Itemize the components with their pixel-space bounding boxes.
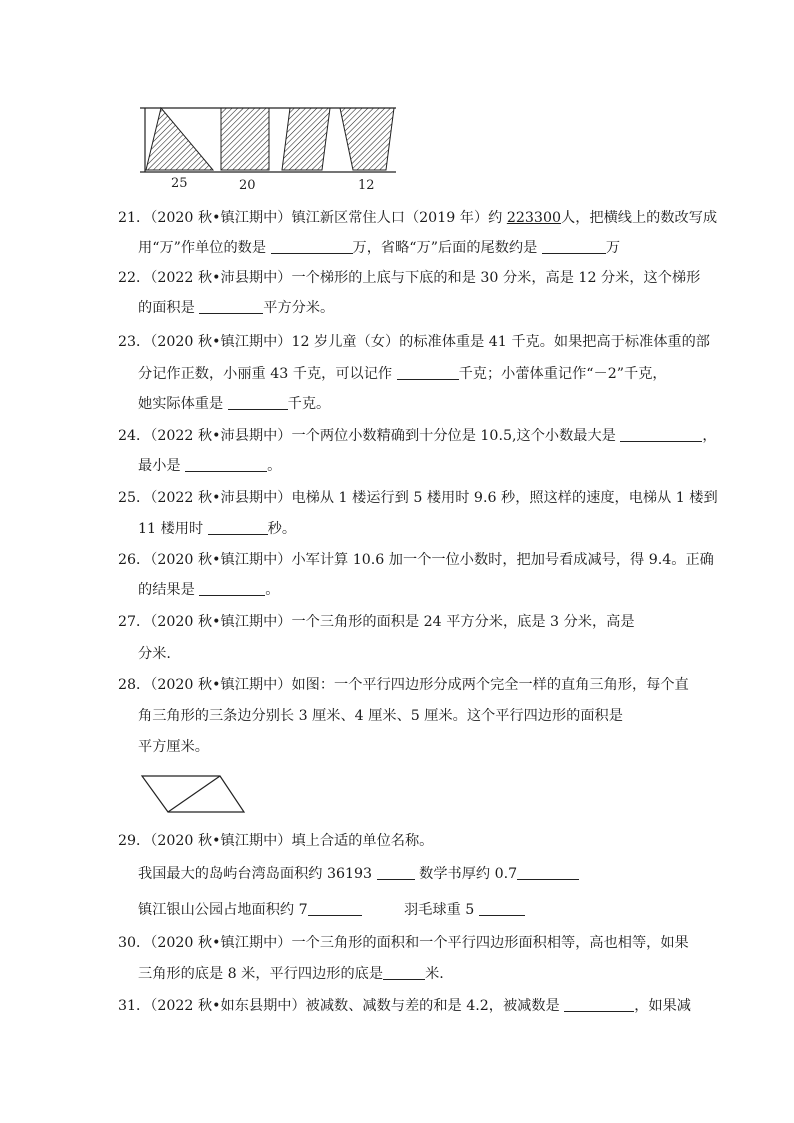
question-text: 12 岁儿童（女）的标准体重是 41 千克。如果把高于标准体重的部: [291, 334, 710, 350]
question-number: 23．: [118, 334, 151, 350]
question-text: 平方分米。: [263, 300, 335, 316]
question-number: 21．: [118, 210, 151, 226]
answer-blank[interactable]: [542, 239, 606, 254]
question-text: 11 楼用时: [138, 521, 208, 537]
question-25-line2: [138, 519, 296, 539]
answer-blank[interactable]: [199, 299, 263, 314]
parallelogram-diagonal: [168, 776, 220, 812]
question-28-line2: [138, 706, 623, 726]
label-20: 20: [239, 178, 256, 193]
question-text: 万，省略“万”后面的尾数约是: [352, 240, 542, 256]
question-text: 三角形的底是 8 米，平行四边形的底是: [138, 966, 384, 982]
question-number: 29．: [118, 833, 151, 849]
question-text: 用“万”作单位的数是: [138, 240, 271, 256]
question-text: 电梯从 1 楼运行到 5 楼用时 9.6 秒，照这样的速度，电梯从 1 楼到: [291, 490, 718, 506]
question-22-line2: [138, 298, 334, 318]
question-text: 一个三角形的面积和一个平行四边形面积相等，高也相等，如果: [291, 935, 689, 951]
question-text: 分米.: [138, 646, 171, 662]
question-text: 一个三角形的面积是 24 平方分米，底是 3 分米，高是: [291, 614, 635, 630]
question-text: 数学书厚约 0.7: [419, 866, 518, 882]
question-source: （2020 秋•镇江期中）: [150, 210, 292, 226]
question-source: （2022 秋•沛县期中）: [150, 428, 292, 444]
question-text: 一个两位小数精确到十分位是 10.5,这个小数最大是: [291, 428, 621, 444]
question-source: （2022 秋•沛县期中）: [150, 270, 292, 286]
question-text: 的结果是: [138, 582, 200, 598]
question-number: 28．: [118, 677, 151, 693]
question-text: 千克；小蕾体重记作“－2”千克，: [458, 366, 667, 382]
question-source: （2022 秋•沛县期中）: [150, 490, 292, 506]
shaded-parallelogram: [282, 108, 330, 170]
label-12: 12: [358, 178, 375, 193]
question-24: [118, 426, 717, 446]
shaded-rectangle: [221, 108, 269, 170]
question-29-line3b: [404, 900, 525, 920]
question-text: 分记作正数，小丽重 43 千克，可以记作: [138, 366, 397, 382]
question-number: 25．: [118, 490, 151, 506]
question-text: 千克。: [287, 396, 331, 412]
question-26-line2: [138, 580, 279, 600]
question-29-line2: [138, 864, 579, 884]
question-28: [118, 675, 689, 695]
answer-blank[interactable]: [479, 901, 525, 916]
question-23-line3: [138, 394, 330, 414]
question-text: 她实际体重是: [138, 396, 228, 412]
answer-blank[interactable]: [397, 365, 459, 380]
underlined-number: 223300: [506, 210, 562, 226]
question-28-line3: [138, 737, 209, 757]
question-text: ，如果减: [634, 998, 691, 1014]
question-source: （2020 秋•镇江期中）: [150, 677, 292, 693]
question-26: [118, 550, 714, 570]
question-source: （2020 秋•镇江期中）: [150, 614, 292, 630]
question-27-line2: [138, 644, 171, 664]
question-text: 。: [265, 582, 280, 598]
question-23-line2: [138, 364, 667, 384]
question-29-line3: [138, 900, 362, 920]
question-24-line2: [138, 456, 281, 476]
question-text: 被减数、减数与差的和是 4.2，被减数是: [305, 998, 565, 1014]
question-text: 填上合适的单位名称。: [291, 833, 434, 849]
answer-blank[interactable]: [383, 965, 425, 980]
question-text: 镇江银山公园占地面积约 7: [138, 902, 308, 918]
question-text: 万: [605, 240, 621, 256]
question-source: （2022 秋•如东县期中）: [150, 998, 306, 1014]
question-number: 24．: [118, 428, 151, 444]
answer-blank[interactable]: [271, 239, 353, 254]
question-text: ，: [702, 428, 717, 444]
question-text: 小军计算 10.6 加一个一位小数时，把加号看成减号，得 9.4。正确: [291, 552, 714, 568]
label-25: 25: [171, 176, 188, 191]
question-text: 。: [267, 458, 282, 474]
answer-blank[interactable]: [308, 901, 362, 916]
question-text: 镇江新区常住人口（2019 年）约: [291, 210, 507, 226]
question-source: （2020 秋•镇江期中）: [150, 833, 292, 849]
question-23: [118, 332, 710, 352]
answer-blank[interactable]: [517, 865, 579, 880]
shaded-shapes-figure: [138, 100, 400, 195]
question-text: 如图：一个平行四边形分成两个完全一样的直角三角形，每个直: [291, 677, 689, 693]
question-number: 22．: [118, 270, 151, 286]
answer-blank[interactable]: [199, 581, 265, 596]
question-number: 26．: [118, 552, 151, 568]
question-text: 一个梯形的上底与下底的和是 30 分米，高是 12 分米，这个梯形: [291, 270, 701, 286]
question-21-line2: [138, 238, 620, 258]
question-number: 30．: [118, 935, 151, 951]
shaded-trapezoid: [340, 108, 394, 170]
question-text: 平方厘米。: [138, 739, 209, 755]
answer-blank[interactable]: [208, 520, 268, 535]
answer-blank[interactable]: [185, 457, 267, 472]
question-text-cont: 人，把横线上的数改写成: [561, 210, 718, 226]
question-30-line2: [138, 964, 444, 984]
question-text: 的面积是: [138, 300, 200, 316]
shaded-triangle: [146, 108, 213, 170]
answer-blank[interactable]: [564, 997, 634, 1012]
question-text: 羽毛球重 5: [404, 902, 475, 918]
question-source: （2020 秋•镇江期中）: [150, 334, 292, 350]
question-source: （2020 秋•镇江期中）: [150, 552, 292, 568]
question-number: 27．: [118, 614, 151, 630]
question-text: 角三角形的三条边分别长 3 厘米、4 厘米、5 厘米。这个平行四边形的面积是: [138, 708, 623, 724]
question-31: [118, 996, 691, 1016]
answer-blank[interactable]: [620, 427, 702, 442]
answer-blank[interactable]: [228, 395, 288, 410]
answer-blank[interactable]: [377, 865, 415, 880]
question-text: 最小是: [138, 458, 186, 474]
question-number: 31．: [118, 998, 151, 1014]
question-text: 秒。: [267, 521, 297, 537]
question-25: [118, 488, 718, 508]
question-text: 我国最大的岛屿台湾岛面积约 36193: [138, 866, 373, 882]
question-27: [118, 612, 635, 632]
question-30: [118, 933, 689, 953]
question-29: [118, 831, 433, 851]
parallelogram-figure: [138, 772, 248, 814]
question-text: 米.: [425, 966, 444, 982]
question-source: （2020 秋•镇江期中）: [150, 935, 292, 951]
question-22: [118, 268, 700, 288]
question-21: [118, 208, 717, 228]
